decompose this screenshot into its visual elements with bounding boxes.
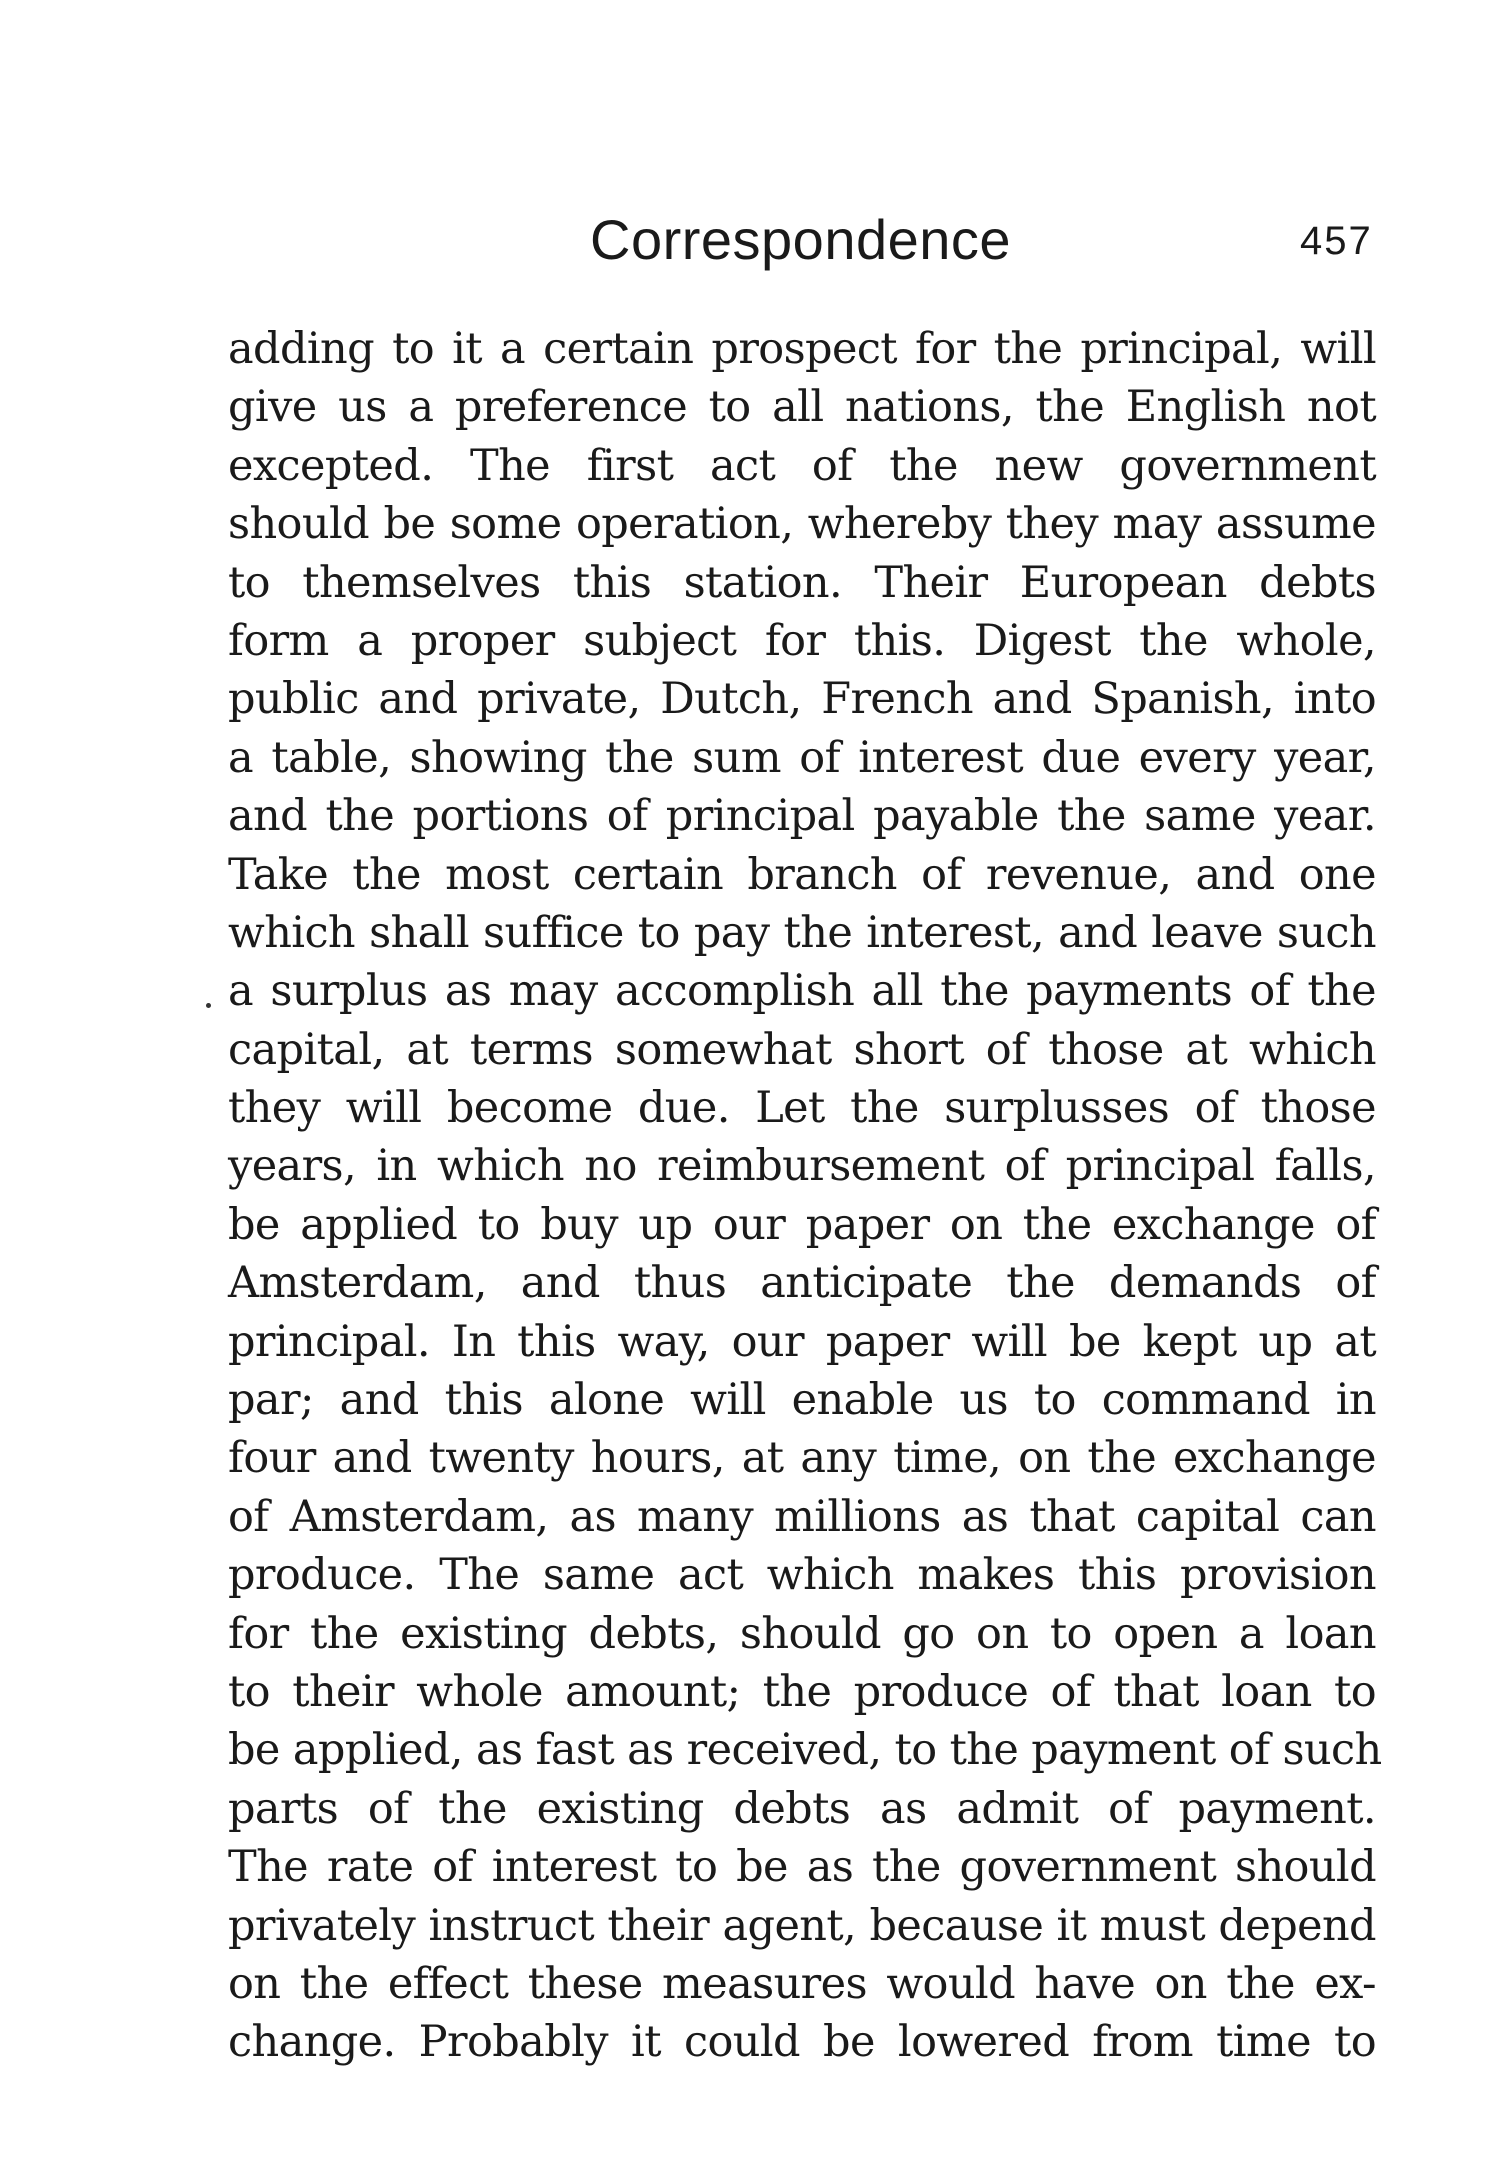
text-line: four and twenty hours, at any time, on the exchange: [228, 1433, 1376, 1484]
text-line: form a proper subject for this. Digest the whole,: [228, 615, 1376, 666]
text-line: principal. In this way, our paper will be kept up at: [228, 1316, 1376, 1367]
text-line: be applied to buy up our paper on the exchange of: [228, 1199, 1376, 1250]
text-line: produce. The same act which makes this provision: [228, 1550, 1376, 1601]
text-line: should be some operation, whereby they may assume: [228, 499, 1376, 550]
text-line: give us a preference to all nations, the English not: [228, 382, 1376, 433]
text-line: Take the most certain branch of revenue, and one: [228, 849, 1376, 900]
text-line: Amsterdam, and thus anticipate the demands of: [228, 1258, 1376, 1309]
text-line: for the existing debts, should go on to open a loan: [228, 1608, 1376, 1659]
text-line: on the effect these measures would have on the ex-: [228, 1958, 1376, 2009]
page-number: 457: [1300, 219, 1373, 263]
running-title: Correspondence: [590, 208, 1012, 271]
text-line: they will become due. Let the surplusses of those: [228, 1083, 1376, 1134]
text-line: public and private, Dutch, French and Spanish, into: [228, 674, 1376, 725]
text-line: parts of the existing debts as admit of payment.: [228, 1783, 1376, 1834]
text-line: capital, at terms somewhat short of those at which: [228, 1024, 1376, 1075]
body-text: [228, 320, 1382, 2072]
text-line: which shall suffice to pay the interest, and leave such: [228, 907, 1376, 958]
text-line: be applied, as fast as received, to the payment of such: [228, 1725, 1382, 1776]
text-line: privately instruct their agent, because it must depend: [228, 1900, 1376, 1951]
text-line: par; and this alone will enable us to command in: [228, 1375, 1376, 1426]
text-line: adding to it a certain prospect for the principal, will: [228, 324, 1376, 374]
text-line: to themselves this station. Their European debts: [228, 557, 1376, 608]
text-line: of Amsterdam, as many millions as that capital can: [228, 1491, 1376, 1542]
text-line: The rate of interest to be as the government should: [228, 1842, 1376, 1893]
margin-mark: [206, 1003, 211, 1008]
text-line: excepted. The first act of the new government: [228, 440, 1376, 491]
running-head: [0, 205, 1495, 275]
text-line: change. Probably it could be lowered from time to: [228, 2017, 1376, 2068]
text-line: a table, showing the sum of interest due every year,: [228, 732, 1376, 783]
text-line: years, in which no reimbursement of principal falls,: [228, 1141, 1376, 1192]
text-line: a surplus as may accomplish all the payments of the: [228, 966, 1376, 1017]
text-line: and the portions of principal payable the same year.: [228, 791, 1376, 842]
text-line: to their whole amount; the produce of that loan to: [228, 1666, 1376, 1717]
